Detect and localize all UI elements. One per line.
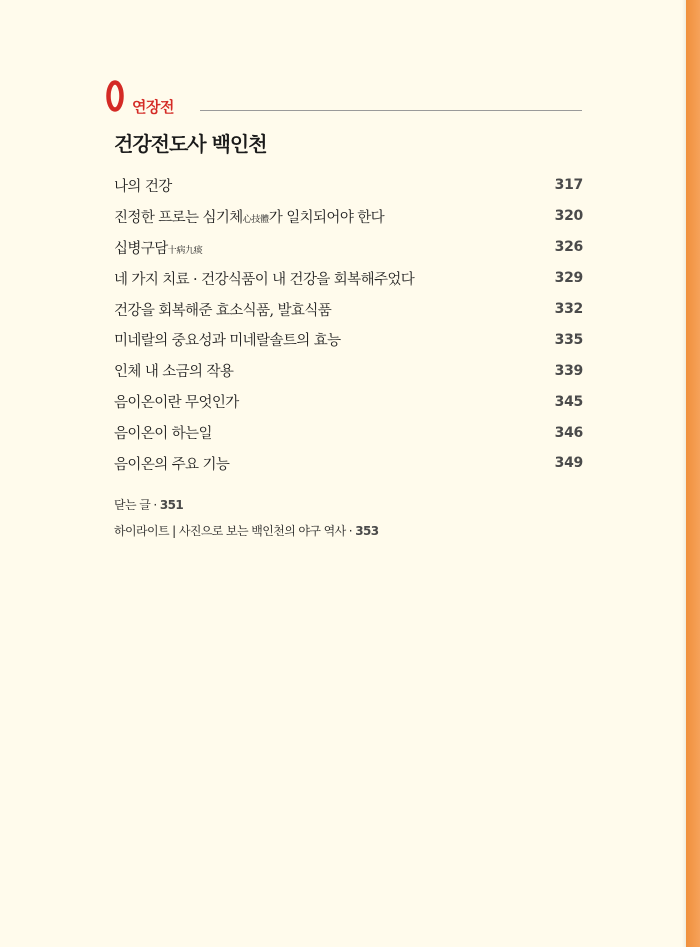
toc-entry[interactable]: [114, 386, 583, 417]
toc-entry-title: 진정한 프로는 심기체心技體가 일치되어야 한다: [114, 209, 385, 226]
toc-entry[interactable]: [114, 448, 583, 479]
section-divider: [200, 110, 582, 111]
toc-entry[interactable]: [114, 294, 583, 325]
toc-entry[interactable]: [114, 417, 583, 448]
back-matter-page: 353: [355, 524, 379, 538]
toc-entry-title: 미네랄의 중요성과 미네랄솔트의 효능: [114, 333, 341, 350]
section-header: [104, 78, 584, 118]
toc-entry-title: 음이온의 주요 기능: [114, 456, 230, 473]
toc-entry-page: 345: [554, 393, 583, 410]
chapter-title: 건강전도사 백인천: [114, 132, 267, 156]
toc-entry[interactable]: [114, 232, 583, 263]
back-matter-page: 351: [159, 498, 184, 512]
toc-entry[interactable]: [114, 324, 583, 355]
toc-entry-title: 나의 건강: [114, 178, 172, 195]
toc-entry-hanja: 十病九痰: [167, 245, 203, 256]
toc-entry-page: 332: [554, 301, 583, 317]
toc-entry-title: 음이온이란 무엇인가: [114, 395, 239, 412]
page-edge-tab: [686, 0, 700, 947]
toc-entry-page: 335: [554, 331, 583, 348]
toc-entry-page: 346: [554, 424, 583, 441]
back-matter-highlight[interactable]: 하이라이트 | 사진으로 보는 백인천의 야구 역사 · 353: [114, 524, 379, 538]
toc-entry[interactable]: [114, 263, 583, 294]
zero-section-icon: [106, 80, 124, 112]
toc-entry-page: 339: [554, 362, 583, 379]
toc-entry[interactable]: [114, 201, 583, 232]
toc-entry-title: 네 가지 치료 · 건강식품이 내 건강을 회복해주었다: [114, 271, 415, 288]
toc-entry-page: 329: [554, 270, 583, 287]
toc-entry-title: 음이온이 하는일: [114, 426, 212, 443]
toc-entry-page: 349: [554, 455, 583, 472]
toc-entry-title: 인체 내 소금의 작용: [114, 364, 234, 381]
toc-entry-page: 326: [554, 239, 583, 256]
toc-entry-title: 건강을 회복해준 효소식품, 발효식품: [114, 302, 332, 319]
back-matter-closing[interactable]: 닫는 글 · 351: [114, 498, 184, 512]
toc-list: [114, 170, 583, 479]
back-matter-list: [114, 492, 378, 544]
toc-entry[interactable]: [114, 355, 583, 386]
toc-entry[interactable]: [114, 170, 583, 201]
toc-entry-title: 십병구담十病九痰: [114, 240, 203, 257]
toc-entry-hanja: 心技體: [242, 214, 269, 225]
toc-entry-page: 320: [554, 208, 583, 225]
toc-entry-page: 317: [554, 177, 583, 194]
section-label: 연장전: [132, 98, 174, 116]
